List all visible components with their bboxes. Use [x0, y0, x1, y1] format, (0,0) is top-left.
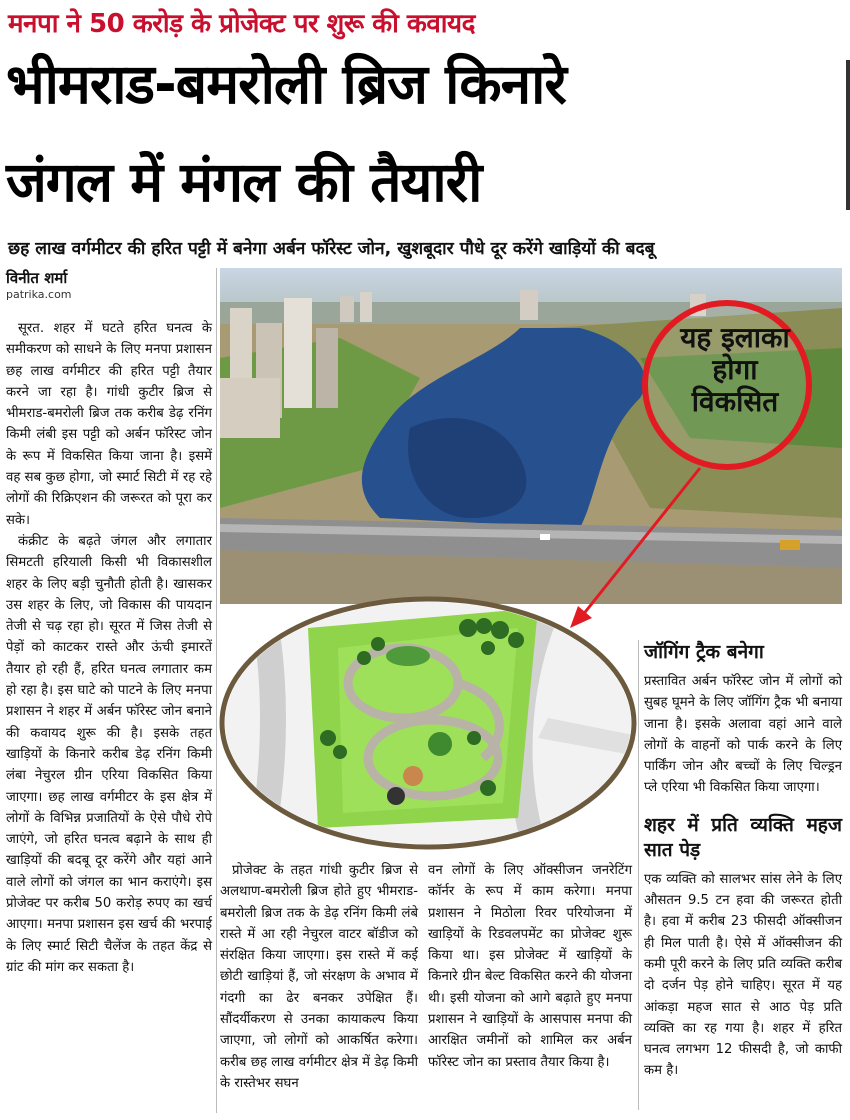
byline-site: patrika.com — [6, 288, 72, 301]
article-column-3 — [428, 860, 632, 1073]
article-column-2 — [220, 860, 418, 1094]
headline-line-2: जंगल में मंगल की तैयारी — [6, 150, 482, 214]
callout-arrow — [560, 460, 710, 630]
headline-line-1: भीमराड-बमरोली ब्रिज किनारे — [6, 52, 566, 116]
right-edge-rule — [846, 60, 850, 210]
paragraph: कंक्रीट के बढ़ते जंगल और लगातार सिमटती हरियाली किसी भी विकासशील शहर के लिए बड़ी चुनौती होती है। खासकर उस शहर के लिए, जो विकास की पायदान तेजी से चढ़ रहा हो। सूरत में जिस तेजी से पेड़ों को काटकर रास्ते और ऊंची इमारतें तैयार हो रही हैं, हरित घनत्व लगातार कम हो रहा है। इस घाटे को पाटने के लिए मनपा प्रशासन ने शहर में अर्बन फॉरेस्ट जोन बनाने की कवायद शुरू की है। इसके तहत खाड़ियों के किनारे करीब डेढ़ रनिंग किमी लंबा नेचुरल ग्रीन एरिया विकसित किया जाएगा। छह लाख वर्गमीटर के इस क्षेत्र में लोगों के विभिन्न प्रजातियों के ऐसे पौधे रोपे जाएंगे, जो हरित घनत्व बढ़ाने के साथ ही खाड़ियों की बदबू दूर करेंगे और यहां आने वाले लोगों को जंगल का भान कराएंगे। इस प्रोजेक्ट पर करीब 50 करोड़ रुपए का खर्च आएगा। मनपा प्रशासन इस खर्च की भरपाई के लिए स्मार्ट सिटी चैलेंज के तहत केंद्र से ग्रांट की मांग कर सकता है। — [6, 533, 212, 975]
callout-label: यह इलाका होगा विकसित — [680, 321, 790, 418]
column-rule — [216, 268, 217, 1113]
byline: विनीत शर्मा — [6, 269, 68, 287]
paragraph: वन लोगों के लिए ऑक्सीजन जनरेटिंग कॉर्नर के रूप में काम करेगा। मनपा प्रशासन ने मिठोला रिवर परियोजना में खाड़ियों के रिडवलपमेंट का प्रोजेक्ट शुरू किया था। इस प्रोजेक्ट में खाड़ियों के किनारे ग्रीन बेल्ट विकसित करने की योजना थी। इसी योजना को आगे बढ़ाते हुए मनपा प्रशासन ने खाड़ियों के आसपास मनपा की आरक्षित जमीनों को शामिल कर अर्बन फॉरेस्ट जोन का प्रस्ताव तैयार किया है। — [428, 863, 632, 1070]
sidebar-heading-jogging: जॉगिंग ट्रैक बनेगा — [644, 641, 764, 663]
paragraph: प्रोजेक्ट के तहत गांधी कुटीर ब्रिज से अलथाण-बमरोली ब्रिज होते हुए भीमराड-बमरोली ब्रिज तक के डेढ़ रनिंग किमी लंबे रास्ते में आ रही नेचुरल वाटर बॉडीज को संरक्षित किया जाएगा। इस रास्ते में कई छोटी खाड़ियां हैं, जो संरक्षण के अभाव में गंदगी का ढेर बनकर उपेक्षित हैं। सौंदर्यीकरण से उनका कायाकल्प किया जाएगा, जो लोगों को आकर्षित करेगा। करीब छह लाख वर्गमीटर क्षेत्र में डेढ़ किमी के रास्तेभर सघन — [220, 863, 418, 1091]
sidebar-column — [644, 641, 842, 1082]
deck: छह लाख वर्गमीटर की हरित पट्टी में बनेगा अर्बन फॉरेस्ट जोन, खुशबूदार पौधे दूर करेंगे खाड़ियों की बदबू — [8, 239, 655, 259]
kicker: मनपा ने 50 करोड़ के प्रोजेक्ट पर शुरू की कवायद — [8, 9, 475, 39]
sidebar-paragraph: प्रस्तावित अर्बन फॉरेस्ट जोन में लोगों को सुबह घूमने के लिए जॉगिंग ट्रैक भी बनाया जाना है। इसके अलावा वहां आने वाले लोगों के वाहनों को पार्क करने के लिए पार्किंग जोन और बच्चों के लिए चिल्ड्रन प्ले एरिया भी विकसित किया जाएगा। — [644, 674, 842, 796]
paragraph: सूरत. शहर में घटते हरित घनत्व के समीकरण को साधने के लिए मनपा प्रशासन छह लाख वर्गमीटर की हरित पट्टी तैयार करने जा रहा है। गांधी कुटीर ब्रिज से भीमराड-बमरोली ब्रिज तक करीब डेढ़ रनिंग किमी लंबी इस पट्टी को अर्बन फॉरेस्ट जोन के रूप में विकसित किया जाना है। इसमें वह सब कुछ होगा, जो स्मार्ट सिटी में रह रहे लोगों की रिक्रिएशन की जरूरत को पूरा कर सके। — [6, 321, 212, 528]
sidebar-paragraph: एक व्यक्ति को सालभर सांस लेने के लिए औसतन 9.5 टन हवा की जरूरत होती है। हवा में करीब 23 फीसदी ऑक्सीजन ही मिल पाती है। ऐसे में ऑक्सीजन की कमी पूरी करने के लिए प्रति व्यक्ति करीब दो दर्जन पेड़ होने चाहिए। सूरत में यह आंकड़ा महज सात से आठ पेड़ प्रति व्यक्ति का रह गया है। शहर में हरित घनत्व लगभग 12 फीसदी है, जो काफी कम है। — [644, 871, 842, 1079]
sidebar-heading-trees: शहर में प्रति व्यक्ति महज सात पेड़ — [644, 813, 842, 861]
column-rule — [638, 640, 639, 1110]
article-column-1 — [6, 318, 212, 978]
